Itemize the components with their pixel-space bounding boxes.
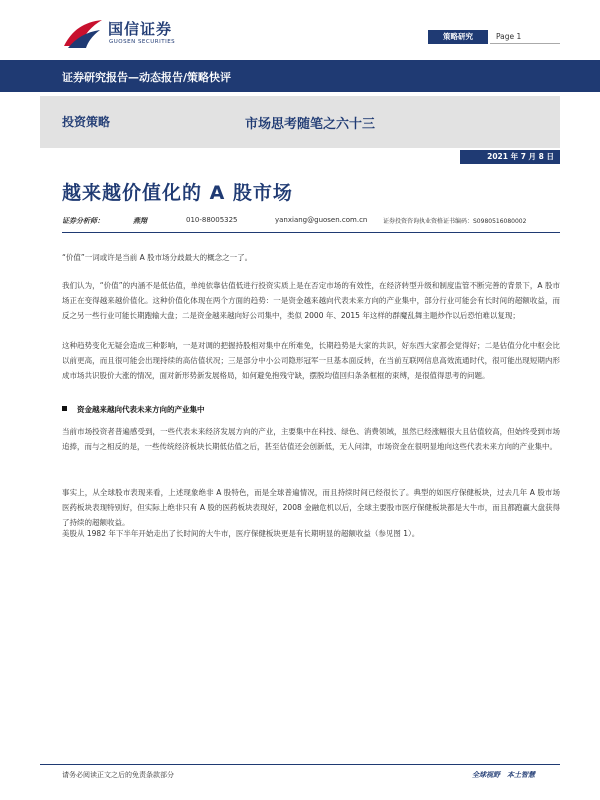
report-category-tab: 策略研究 xyxy=(428,30,488,44)
bullet-square-icon xyxy=(62,406,67,411)
paragraph-view: 我们认为，“价值”的内涵不是低估值，单纯依靠估值低进行投资实质上是在否定市场的有效性，在经济转型升级和制度监管不断完善的背景下，A 股市场正在变得越来越价值化。这种价值化体现在两个方面的趋势：一是资金越来越向代表未来方向的产业集中，部分行业可能会有长时间的超额收益，而反之另一些行业可能长期跑输大盘；二是资金越来越向好公司集中，类似 2000 年、2015 年这样的群魔乱舞主题炒作以后恐怕难以复现； xyxy=(62,281,560,320)
divider xyxy=(62,232,560,233)
paragraph-impact: 这种趋势变化无疑会造成三种影响，一是对调的把握持股相对集中在所难免，长期趋势是大家的共识，好东西大家都会觉得好；二是估值分化中枢会比以前更高，而且很可能会出现持续的高估值状况；三是部分中小公司隐形冠军一旦基本面反转，在当前互联网信息高效流通时代，很可能出现短期内形成市场共识股价大涨的情况，面对新形势新发展格局，如何避免抱残守缺，摆脱均值回归条条框框的束缚，是很值得思考的问题。 xyxy=(62,341,560,380)
paragraph-us-market: 美股从 1982 年下半年开始走出了长时间的大牛市，医疗保健板块更是有长期明显的超额收益（参见图 1）。 xyxy=(62,529,420,538)
page-title: 越来越价值化的 A 股市场 xyxy=(62,182,293,204)
analyst-label: 证券分析师： xyxy=(62,217,104,225)
report-type-band xyxy=(0,60,600,92)
report-category-band xyxy=(40,96,560,148)
report-type-text: 证券研究报告—动态报告/策略快评 xyxy=(62,71,232,84)
logo-chinese-name: 国信证券 xyxy=(108,20,173,38)
paragraph-global: 事实上，从全球股市表现来看，上述现象绝非 A 股特色，而是全球普遍情况，而且持续时间已经很长了。典型的如医疗保健板块，过去几年 A 股市场医药板块表现特别好，但实际上绝非只有 A 股的医药板块表现好，2008 金融危机以后，全球主要股市医疗保健板块都是大牛市，而且都跑赢大盘获得了持续的超额收益。 xyxy=(62,488,560,527)
logo-english-name: GUOSEN SECURITIES xyxy=(109,39,176,45)
report-series-title: 市场思考随笔之六十三 xyxy=(245,117,376,132)
section-heading-text: 资金越来越向代表未来方向的产业集中 xyxy=(77,405,205,414)
paragraph-industry: 当前市场投资者普遍感受到，一些代表未来经济发展方向的产业，主要集中在科技、绿色、消费领域，虽然已经涨幅很大且估值较高，但始终受到市场追捧，而与之相反的是，一些传统经济板块长期低估值之后，甚至估值还会创新低，无人问津，市场资金在很明显地向这些代表未来方向的产业集中。 xyxy=(62,427,560,451)
analyst-phone: 010-88005325 xyxy=(186,216,238,224)
analyst-name: 燕翔 xyxy=(133,217,147,225)
footer-slogan: 全球视野 本土智慧 xyxy=(472,771,535,779)
analyst-certificate: 证券投资咨询执业资格证书编码：S0980516080002 xyxy=(383,218,527,225)
page-number: Page 1 xyxy=(490,30,560,44)
section-heading xyxy=(62,404,205,415)
paragraph-intro: “价值”一词或许是当前 A 股市场分歧最大的概念之一了。 xyxy=(62,253,253,262)
footer-disclaimer: 请务必阅读正文之后的免责条款部分 xyxy=(62,771,174,779)
company-logo xyxy=(62,14,222,54)
analyst-email: yanxiang@guosen.com.cn xyxy=(275,216,368,224)
footer-divider xyxy=(40,764,560,765)
report-category-title: 投资策略 xyxy=(62,115,111,129)
guosen-logo-icon xyxy=(62,16,104,50)
report-date: 2021 年 7 月 8 日 xyxy=(460,150,560,164)
